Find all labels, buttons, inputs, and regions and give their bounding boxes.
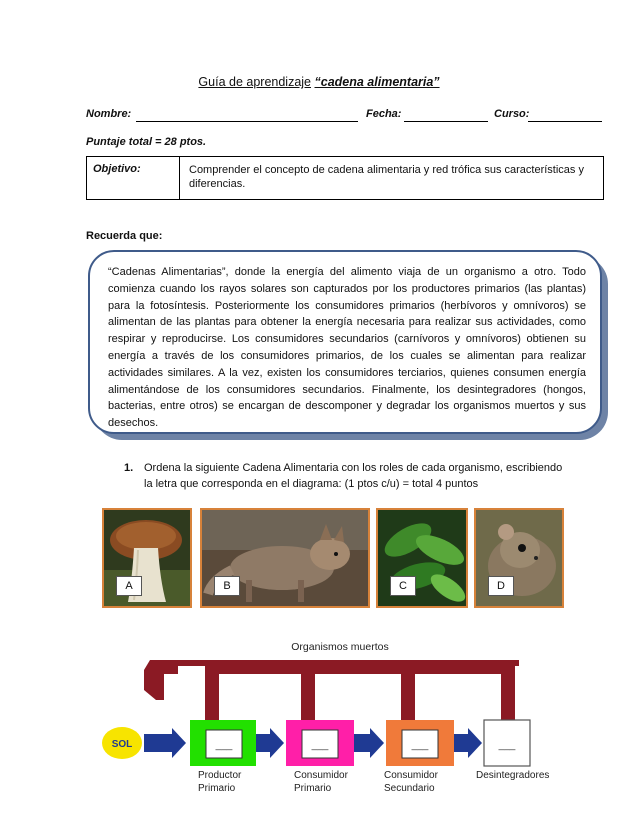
dead-organisms-label: Organismos muertos — [291, 641, 389, 653]
objective-table — [86, 156, 604, 200]
producer-label-2: Primario — [198, 783, 236, 794]
total-score: Puntaje total = 28 ptos. — [86, 136, 207, 148]
node-producer — [190, 720, 256, 766]
photo-letter-c: C — [390, 576, 416, 596]
arrow-1 — [144, 728, 186, 758]
course-label: Curso: — [494, 108, 530, 120]
info-box — [88, 250, 602, 434]
page-title — [0, 75, 638, 89]
photo-letter-b: B — [214, 576, 240, 596]
objective-label: Objetivo: — [93, 163, 141, 175]
name-field[interactable] — [136, 121, 358, 122]
primary-label-1: Consumidor — [294, 770, 348, 781]
dead-organisms-frame — [170, 660, 519, 720]
arrow-2 — [256, 728, 284, 758]
photo-letter-a: A — [116, 576, 142, 596]
student-fields — [86, 108, 602, 124]
question-number: 1. — [124, 462, 134, 474]
secondary-label-1: Consumidor — [384, 770, 438, 781]
photo-fox — [200, 508, 370, 608]
objective-text: Comprender el concepto de cadena alimentaria y red trófica sus características y diferencias. — [189, 164, 584, 190]
photo-plant — [376, 508, 468, 608]
node-labels — [198, 770, 549, 794]
title-topic: “cadena alimentaria” — [314, 75, 440, 89]
node-decomposers — [484, 720, 530, 766]
frame-return-arm — [144, 660, 178, 700]
blank-secondary: ___ — [411, 740, 429, 751]
producer-label-1: Productor — [198, 770, 242, 781]
primary-label-2: Primario — [294, 783, 332, 794]
blank-producer: ___ — [215, 740, 233, 751]
node-secondary-consumer — [386, 720, 454, 766]
photo-mouse — [474, 508, 564, 608]
food-chain-diagram — [100, 630, 570, 810]
date-field[interactable] — [404, 121, 488, 122]
photo-mushroom — [102, 508, 192, 608]
sun-label: SOL — [111, 739, 133, 750]
node-primary-consumer — [286, 720, 354, 766]
title-main: Guía de aprendizaje — [198, 75, 312, 89]
blank-decomposers: ___ — [498, 740, 516, 751]
arrow-4 — [454, 728, 482, 758]
table-divider — [179, 157, 180, 199]
question-text: Ordena la siguiente Cadena Alimentaria con los roles de cada organismo, escribiendo la letra que corresponda en el diagrama: (1 ptos c/u) = total 4 puntos — [144, 462, 563, 490]
date-label: Fecha: — [366, 108, 402, 120]
remember-heading: Recuerda que: — [86, 230, 163, 242]
blank-primary: ___ — [311, 740, 329, 751]
decomposers-label: Desintegradores — [476, 770, 550, 781]
photo-letter-d: D — [488, 576, 514, 596]
info-box-text: “Cadenas Alimentarias”, donde la energía del alimento viaja de un organismo a otro. Todo comienza cuando los rayos solares son capturados por los productores primarios (las plantas) para la fotosíntesis. Posteriormente los consumidores primarios (herbívoros y omnívoros) se alimentan de las plantas para obtener la energía necesaria para realizar sus actividades, como respirar y reproducirse. Los consumidores secundarios (carnívoros y omnívoros) obtienen su energía a través de los consumidores primarios, de los cuales se alimentan para realizar actividades similares. A la vez, existen los consumidores terciarios, quienes consumen energía alimentándose de los consumidores secundarios. Finalmente, los desintegradores (hongos, bacterias, entre otros) se encargan de descomponer y degradar los organismos muertos y sus desechos. — [108, 266, 586, 430]
secondary-label-2: Secundario — [384, 783, 435, 794]
course-field[interactable] — [528, 121, 602, 122]
name-label: Nombre: — [86, 108, 132, 120]
arrow-3 — [354, 728, 384, 758]
